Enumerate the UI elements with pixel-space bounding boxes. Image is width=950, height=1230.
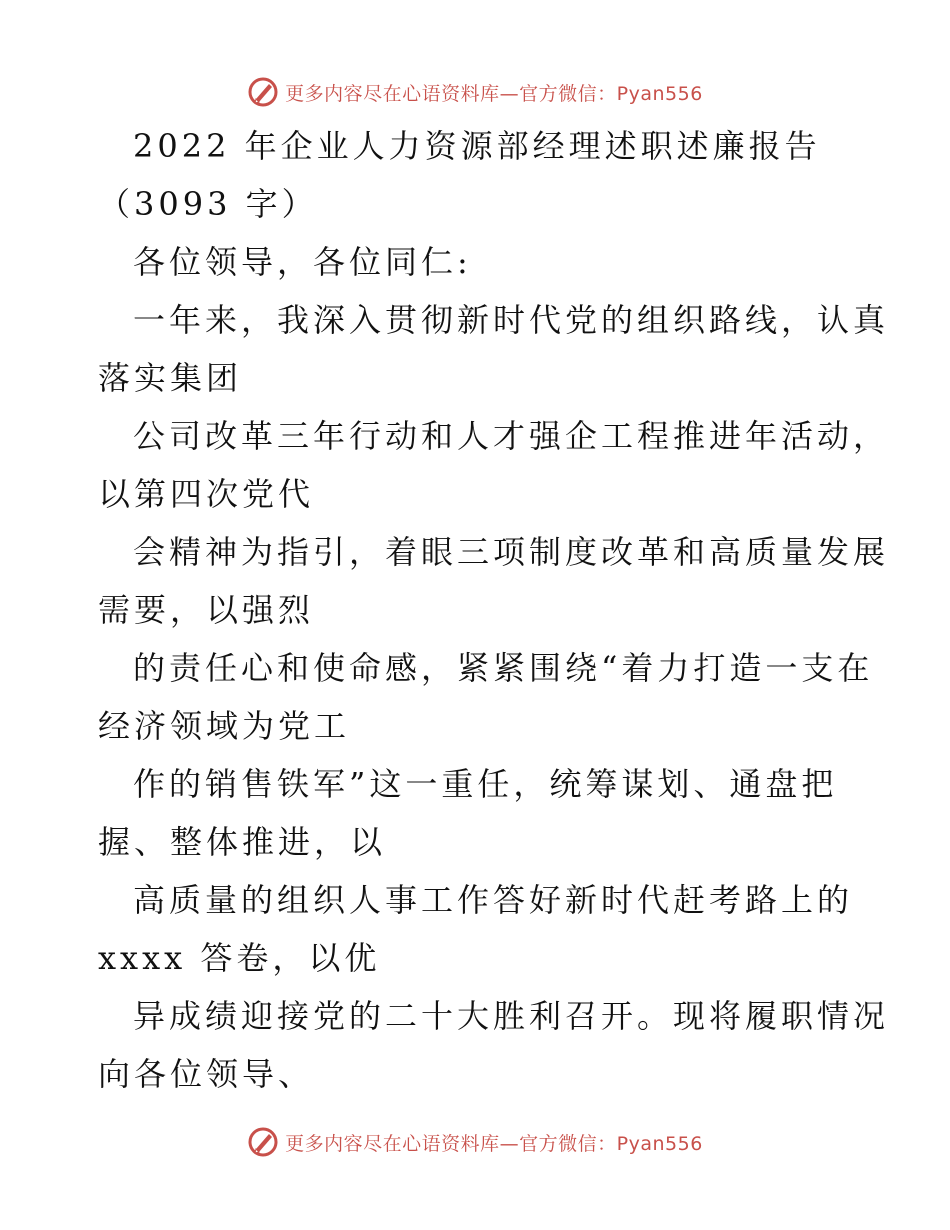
salutation: 各位领导，各位同仁: bbox=[133, 243, 472, 281]
watermark-text: 更多内容尽在心语资料库—官方微信：Pyan556 bbox=[285, 1132, 703, 1155]
text-line: 的责任心和使命感，紧紧围绕“着力打造一支在 bbox=[133, 649, 874, 687]
text-line: 落实集团 bbox=[98, 359, 243, 397]
document-title: 2022 年企业人力资源部经理述职述廉报告 bbox=[133, 127, 821, 165]
text-line: xxxx 答卷，以优 bbox=[98, 939, 381, 977]
text-line: 公司改革三年行动和人才强企工程推进年活动， bbox=[133, 417, 890, 455]
text-line: 会精神为指引，着眼三项制度改革和高质量发展 bbox=[133, 533, 890, 571]
text-line: 一年来，我深入贯彻新时代党的组织路线，认真 bbox=[133, 301, 890, 339]
text-line: 握、整体推进，以 bbox=[98, 823, 387, 861]
pen-circle-logo-icon bbox=[247, 1126, 279, 1158]
header-watermark bbox=[0, 72, 950, 112]
pen-circle-logo-icon bbox=[247, 76, 279, 108]
text-line: 高质量的组织人事工作答好新时代赶考路上的 bbox=[133, 881, 854, 919]
watermark-text: 更多内容尽在心语资料库—官方微信：Pyan556 bbox=[285, 82, 703, 105]
text-line: 作的销售铁军”这一重任，统筹谋划、通盘把 bbox=[133, 765, 838, 803]
text-line: 向各位领导、 bbox=[98, 1055, 315, 1093]
text-line: 需要，以强烈 bbox=[98, 591, 315, 629]
footer-watermark bbox=[0, 1122, 950, 1162]
text-line: 以第四次党代 bbox=[98, 475, 315, 513]
text-line: 经济领域为党工 bbox=[98, 707, 351, 745]
text-line: 异成绩迎接党的二十大胜利召开。现将履职情况 bbox=[133, 997, 890, 1035]
document-subtitle: （3093 字） bbox=[98, 185, 318, 223]
